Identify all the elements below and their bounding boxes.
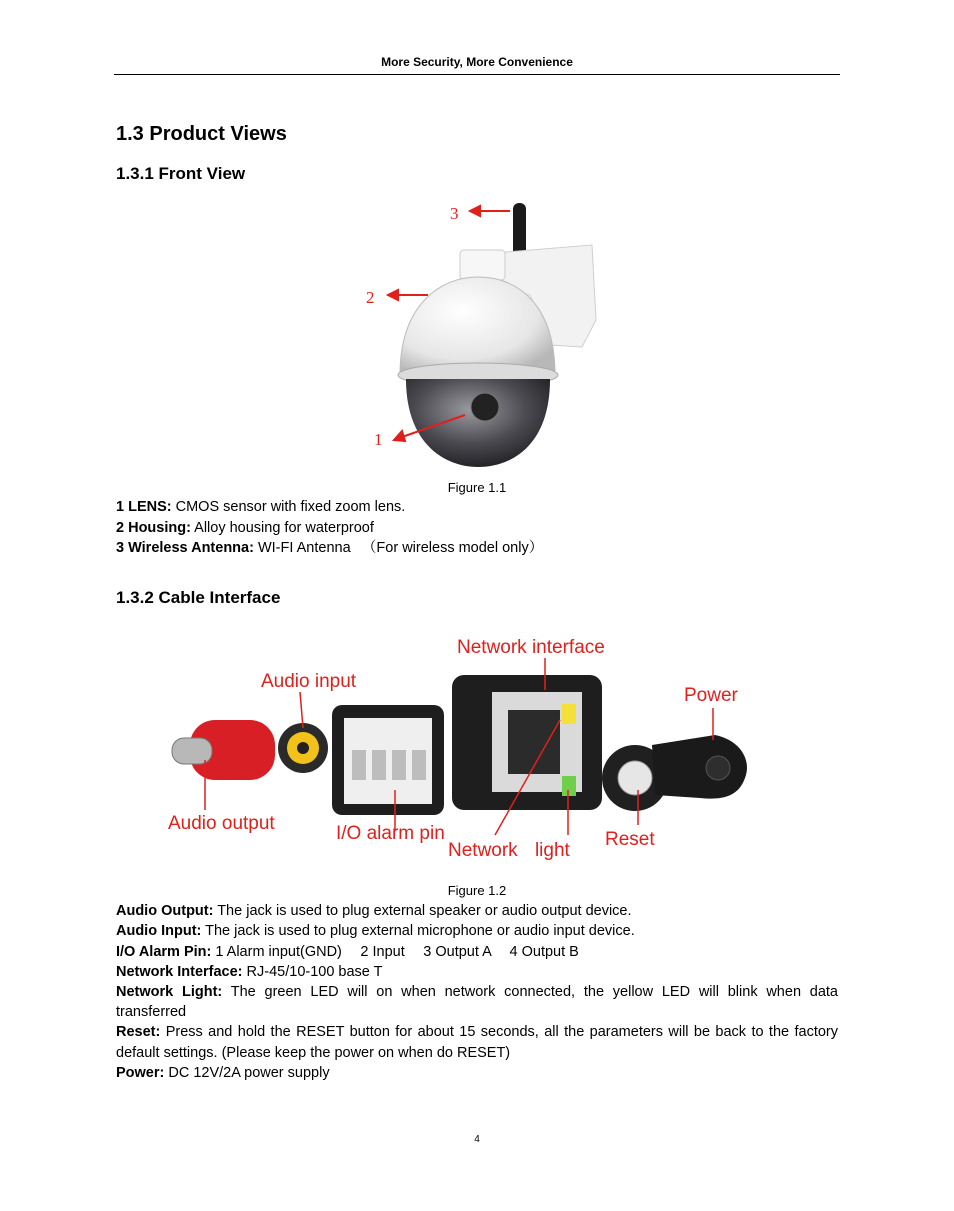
power-jack-body-shape (652, 735, 747, 799)
front-view-title: 1.3.1 Front View (116, 164, 246, 183)
page-number: 4 (474, 1134, 480, 1145)
power-jack-hole-shape (706, 756, 730, 780)
item-label: 3 Wireless Antenna: (116, 540, 254, 556)
lens-dome-shape (406, 379, 550, 467)
item-label: Power: (116, 1065, 165, 1081)
section-title: 1.3 Product Views (116, 123, 287, 145)
callout-arrowhead-2 (388, 290, 398, 300)
item-label: Audio Input: (116, 923, 202, 939)
cable-item-audio-output (116, 901, 838, 922)
label-network-interface: Network interface (457, 637, 605, 658)
cable-item-reset (116, 1022, 838, 1043)
item-text: RJ-45/10-100 base T (242, 964, 383, 980)
label-audio-output: Audio output (168, 813, 275, 834)
item-label: 2 Housing: (116, 520, 191, 536)
item-text: The jack is used to plug external speaker or audio output device. (213, 903, 632, 919)
reset-button-shape (618, 761, 652, 795)
label-reset: Reset (605, 829, 655, 850)
label-audio-input: Audio input (261, 671, 357, 692)
cable-item-audio-input (116, 921, 838, 942)
cable-item-reset-cont: default settings. (Please keep the power on when do RESET) (116, 1045, 511, 1061)
cable-item-network-interface (116, 962, 838, 983)
cable-item-power (116, 1063, 838, 1084)
header-rule (114, 74, 840, 75)
callout-label-2: 2 (366, 288, 375, 307)
figure-1-2-caption: Figure 1.2 (447, 883, 507, 898)
item-text: WI-FI Antenna （For wireless model only） (253, 540, 544, 556)
audio-output-tip-shape (172, 738, 212, 764)
label-power: Power (684, 685, 738, 706)
item-text: DC 12V/2A power supply (164, 1065, 330, 1081)
yellow-led-shape (562, 704, 576, 724)
item-text: The jack is used to plug external microphone or audio input device. (201, 923, 635, 939)
item-text: The green LED will on when network connected, the yellow LED will blink when data (222, 984, 838, 1000)
callout-label-1: 1 (374, 430, 383, 449)
io-pin-2-shape (372, 750, 386, 780)
callout-label-3: 3 (450, 204, 459, 223)
item-label: Reset: (116, 1024, 161, 1040)
lens-shape (471, 393, 499, 421)
page-header: More Security, More Convenience (381, 55, 573, 69)
green-led-shape (562, 776, 576, 796)
item-label: 1 LENS: (116, 499, 172, 515)
cable-item-network-light (116, 982, 838, 1003)
cable-interface-title: 1.3.2 Cable Interface (116, 588, 281, 607)
front-item-antenna (116, 538, 838, 559)
front-item-lens (116, 497, 838, 518)
callout-arrowhead-3 (470, 206, 480, 216)
label-io-alarm-pin: I/O alarm pin (336, 823, 445, 844)
front-item-housing (116, 518, 838, 539)
figure-1-1-caption: Figure 1.1 (447, 480, 507, 495)
item-text: 1 Alarm input(GND) 2 Input 3 Output A 4 Output B (211, 944, 579, 960)
rj45-port-shape (508, 710, 560, 774)
io-pin-1-shape (352, 750, 366, 780)
item-label: I/O Alarm Pin: (116, 944, 212, 960)
item-label: Audio Output: (116, 903, 214, 919)
cable-item-io-alarm-pin (116, 942, 838, 963)
item-text: Alloy housing for waterproof (190, 520, 374, 536)
item-label: Network Light: (116, 984, 223, 1000)
audio-input-hole-shape (297, 742, 309, 754)
cable-interface-figure (160, 630, 760, 865)
cable-item-network-light-cont: transferred (116, 1004, 187, 1020)
item-label: Network Interface: (116, 964, 243, 980)
mount-neck-shape (460, 250, 505, 280)
io-pin-3-shape (392, 750, 406, 780)
item-text: Press and hold the RESET button for about 15 seconds, all the parameters will be back to the factory (160, 1024, 838, 1040)
item-text: CMOS sensor with fixed zoom lens. (171, 499, 406, 515)
audio-input-leader (300, 692, 303, 728)
callout-arrowhead-1 (394, 431, 405, 441)
io-pin-4-shape (412, 750, 426, 780)
label-network-light: Network light (448, 840, 570, 861)
front-view-figure (360, 195, 610, 475)
